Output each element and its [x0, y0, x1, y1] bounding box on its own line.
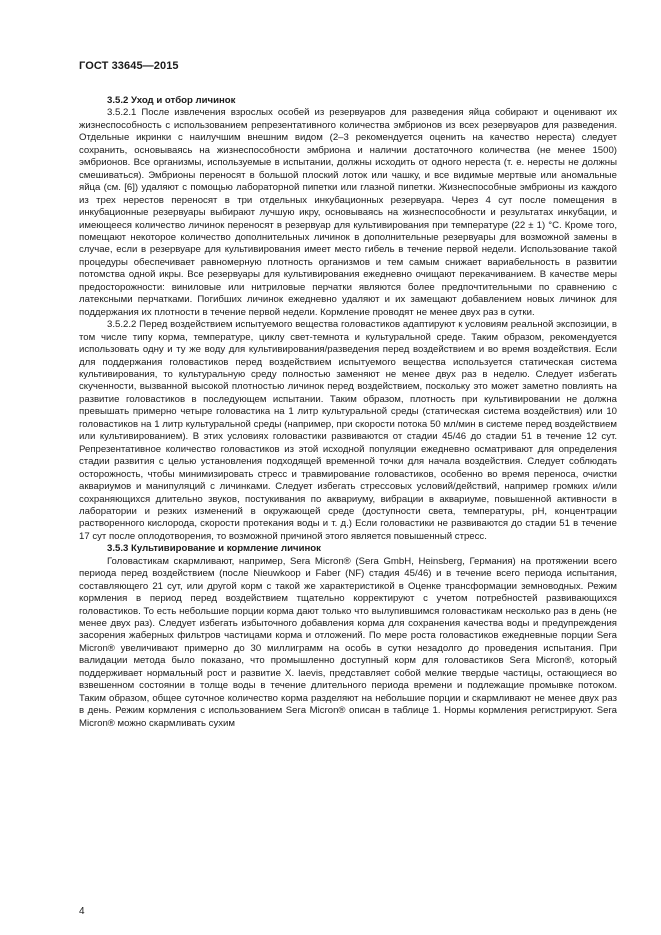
document-code-header: ГОСТ 33645—2015: [79, 60, 179, 72]
section-heading-feeding: 3.5.3 Культивирование и кормление личинок: [107, 543, 321, 555]
section-heading-care: 3.5.2 Уход и отбор личинок: [107, 95, 236, 106]
paragraph-3-5-2-1: 3.5.2.1 После извлечения взрослых особей из резервуаров для разведения яйца собирают и оценивают их жизнеспособность с использованием репрезентативного количества эмбрионов из всех резервуаров для разведения. Отдельные икринки с наилучшим внешним видом (2–3 рекомендуется оценить на качество нереста) следует сохранить, основываясь на жизнеспособности эмбриона и наличии достаточного количества (не менее 1500) эмбрионов. Все организмы, используемые в испытании, должны исходить от одного нереста (т. е. нересты не должны смешиваться). Эмбрионы переносят в большой плоский лоток или чашку, и все видимые мертвые или аномальные яйца (см. [6]) удаляют с помощью лабораторной пипетки или глазной пипетки. Жизнеспособные эмбрионы из каждого из трех нерестов переносят в три отдельных инкубационных резервуара. Через 4 сут после помещения в инкубационные резервуары выбирают лучшую икру, основываясь на жизнеспособности и результатах инкубации, и имеющееся количество личинок переносят в резервуар для культивирования при температуре (22 ± 1) °С. Кроме того, помещают некоторое количество дополнительных личинок в дополнительные резервуары для возможной замены в случае, если в резервуаре для культивирования имеет место гибель в течение первой недели. Использование такой процедуры обеспечивает равномерную плотность организмов и тем самым снижает вариабельность в развитии потомства одной икры. Все резервуары для культивирования ежедневно очищают перекачиванием. В качестве меры предосторожности: виниловые или нитриловые перчатки являются более предпочтительными по сравнению с латексными перчатками. Погибших личинок ежедневно удаляют и их замещают добавлением новых личинок для поддержания их плотности в течение первой недели. Кормление проводят не менее двух раз в сутки.: [79, 107, 617, 318]
page-number: 4: [79, 906, 85, 917]
paragraph-3-5-2-2: 3.5.2.2 Перед воздействием испытуемого вещества головастиков адаптируют к условиям реальной экспозиции, в том числе типу корма, температуре, циклу свет-темнота и культуральной среде. Таким образом, рекомендуется использовать одну и ту же воду для культивирования/разведения перед воздействием и во время воздействия. Если для поддержания головастиков перед воздействием испытуемого вещества используется статическая система культивирования, то культуральную среду полностью заменяют не менее двух раз в неделю. Следует избегать скученности, вызванной высокой плотностью личинок перед воздействием, поскольку это может заметно повлиять на развитие головастиков в последующем испытании. Таким образом, плотность при культивировании не должна превышать примерно четыре головастика на 1 литр культуральной среды (статическая система воздействия) или 10 головастиков на 1 литр культуральной среды (например, при скорости потока 50 мл/мин в системе перед воздействием или культивированием). В этих условиях головастики развиваются от стадии 45/46 до стадии 51 в течение 12 сут. Репрезентативное количество головастиков из этой исходной популяции ежедневно осматривают для определения стадии развития с целью установления подходящей временной точки для начала воздействия. Следует соблюдать осторожность, чтобы минимизировать стресс и травмирование головастиков, особенно во время переноса, очистки аквариумов и манипуляций с личинками. Следует избегать стрессовых условий/действий, например громких и/или сохраняющихся длительно звуков, постукивания по аквариуму, вибрации в аквариуме, повышенной активности в лаборатории и резких изменений в окружающей среде (доступности света, температуры, pH, концентрации растворенного кислорода, скорости протекания воды и т. д.) Если головастики не развиваются до стадии 51 в течение 17 сут после оплодотворения, то возможной причиной этого является повышенный стресс.: [79, 319, 617, 542]
paragraph-3-5-3: Головастикам скармливают, например, Sera Micron® (Sera GmbH, Heinsberg, Германия) на протяжении всего периода перед воздействием (после Nieuwkoop и Faber (NF) стадия 45/46) и в течение всего периода испытания, составляющего 21 сут, или другой корм с такой же характеристикой в Оценке трансформации земноводных. Режим кормления в период перед воздействием тщательно корректируют с учетом потребностей развивающихся головастиков. То есть небольшие порции корма дают только что вылупившимся головастикам несколько раз в день (не менее двух раз). Следует избегать избыточного добавления корма для сохранения качества воды и предупреждения засорения жаберных фильтров частицами корма и отложений. По мере роста головастиков ежедневные порции Sera Micron® увеличивают примерно до 30 миллиграмм на особь в сутки незадолго до проведения испытания. При валидации метода было показано, что промышленно доступный корм для головастиков Sera Micron®, который поддерживает нормальный рост и развитие X. laevis, представляет собой мелкие твердые частицы, остающиеся во взвешенном состоянии в толще воды в течение длительного периода времени и подлежащие промывке потоком. Таким образом, общее суточное количество корма разделяют на небольшие порции и скармливают не менее двух раз в день. Режим кормления с использованием Sera Micron® описан в таблице 1. Нормы кормления регистрируют. Sera Micron® можно скармливать сухим: [79, 555, 617, 729]
document-body: [79, 93, 617, 730]
